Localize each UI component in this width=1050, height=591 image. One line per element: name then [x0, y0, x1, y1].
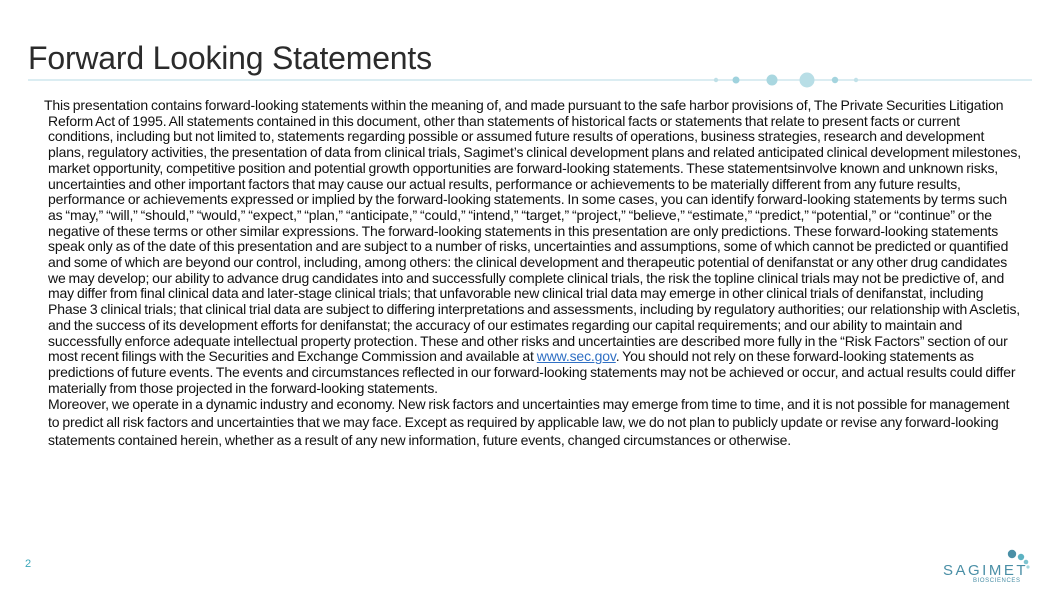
slide-title: Forward Looking Statements	[28, 40, 432, 76]
title-divider	[0, 64, 1050, 98]
sec-link[interactable]: www.sec.gov	[536, 348, 616, 365]
logo-subtitle: BIOSCIENCES	[973, 578, 1021, 584]
disclaimer-paragraph-2: Moreover, we operate in a dynamic industry and economy. New risk factors and uncertainties may emerge from time to time, and it is not possible for management to predict all risk factors and uncertainties that we may face. Except as required by applicable law, we do not plan to publicly update or revise any forward-looking statements contained herein, whether as a result of any new information, future events, changed circumstances or otherwise.	[48, 396, 1010, 448]
disclaimer-paragraph	[44, 97, 1023, 396]
page-number: 2	[25, 558, 32, 570]
company-logo	[943, 548, 1033, 588]
disclaimer-part-b: . You should not rely on these forward-looking statements as predictions of future events. The events and circumstances reflected in our forward-looking statements may not be achieved or occur, and actual results could differ materially from those projected in the forward-looking statements.	[48, 348, 1016, 396]
logo-wordmark: SAGIMET	[943, 562, 1029, 579]
disclaimer-text	[44, 97, 1023, 449]
disclaimer-part-a: This presentation contains forward-looking statements within the meaning of, and made pursuant to the safe harbor provisions of, The Private Securities Litigation Reform Act of 1995. All statements contained in this document, other than statements of historical facts or statements that relate to present facts or current conditions, including but not limited to, statements regarding possible or assumed future results of operations, business strategies, research and development plans, regulatory activities, the presentation of data from clinical trials, Sagimet’s clinical development plans and related anticipated clinical development milestones, market opportunity, competitive position and potential growth opportunities are forward-looking statements. These statementsinvolve known and unknown risks, uncertainties and other important factors that may cause our actual results, performance or achievements to be materially different from any future results, performance or achievements expressed or implied by the forward-looking statements. In some cases, you can identify forward-looking statements by terms such as “may,” “will,” “should,” “would,” “expect,” “plan,” “anticipate,” “could,” “intend,” “target,” “project,” “believe,” “estimate,” “predict,” “potential,” or “continue” or the negative of these terms or other similar expressions. The forward-looking statements in this presentation are only predictions. These forward-looking statements speak only as of the date of this presentation and are subject to a number of risks, uncertainties and assumptions, some of which cannot be predicted or quantified and some of which are beyond our control, including, among others: the clinical development and therapeutic potential of denifanstat or any other drug candidates we may develop; our ability to advance drug candidates into and successfully complete clinical trials, the risk the topline clinical trials may not be predictive of, and may differ from final clinical data and later-stage clinical trials; that unfavorable new clinical trial data may emerge in other clinical trials of denifanstat, including Phase 3 clinical trials; that clinical trial data are subject to differing interpretations and assessments, including by regulatory authorities; our relationship with Ascletis, and the success of its development efforts for denifanstat; the accuracy of our estimates regarding our capital requirements; and our ability to maintain and successfully enforce adequate intellectual property protection. These and other risks and uncertainties are described more fully in the “Risk Factors” section of our most recent filings with the Securities and Exchange Commission and available at	[44, 97, 1022, 365]
